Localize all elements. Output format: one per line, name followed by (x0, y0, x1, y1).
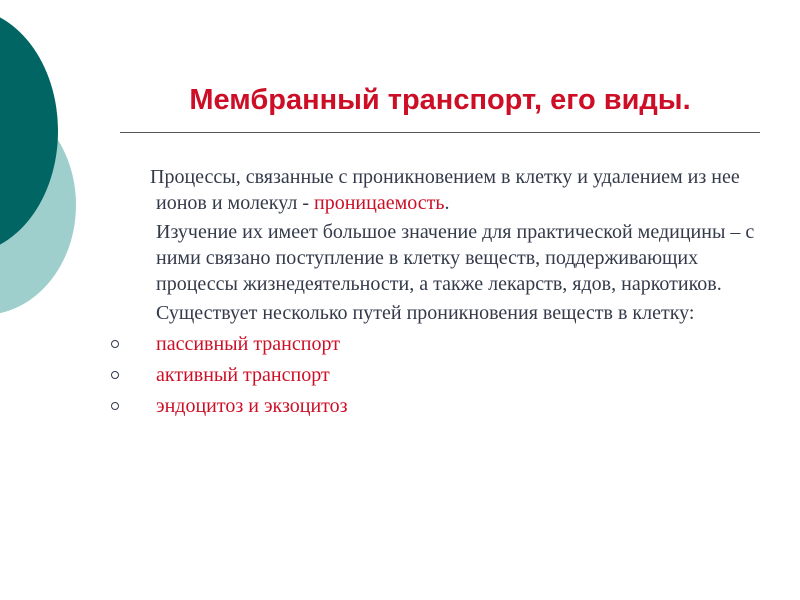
list-item (118, 363, 758, 387)
list-item (118, 394, 758, 418)
paragraph-importance (118, 219, 758, 297)
list-item-label: активный транспорт (156, 364, 330, 386)
slide-title: Мембранный транспорт, его виды. (189, 84, 691, 116)
title-divider (120, 132, 760, 133)
list-item-label: эндоцитоз и экзоцитоз (156, 395, 348, 417)
list-item-label: пассивный транспорт (156, 333, 340, 355)
transport-types-list (118, 332, 758, 418)
paragraph-tail: . (444, 192, 450, 214)
paragraph-text: Изучение их имеет большое значение для практической медицины – с ними связано поступление в клетку веществ, поддерживающих процессы жизнедеятельности, а также лекарств, ядов, наркотиков. (156, 221, 755, 295)
highlight-term: проницаемость (314, 192, 445, 214)
list-item (118, 332, 758, 356)
paragraph-pathways (118, 300, 758, 326)
paragraph-text: Процессы, связанные с проникновением в клетку и удалением из нее ионов и молекул - (150, 166, 740, 214)
hollow-bullet-icon (111, 371, 119, 379)
hollow-bullet-icon (111, 402, 119, 410)
hollow-bullet-icon (111, 340, 119, 348)
slide-body (118, 164, 758, 425)
paragraph-text: Существует несколько путей проникновения веществ в клетку: (156, 302, 695, 324)
paragraph-permeability (118, 164, 758, 216)
